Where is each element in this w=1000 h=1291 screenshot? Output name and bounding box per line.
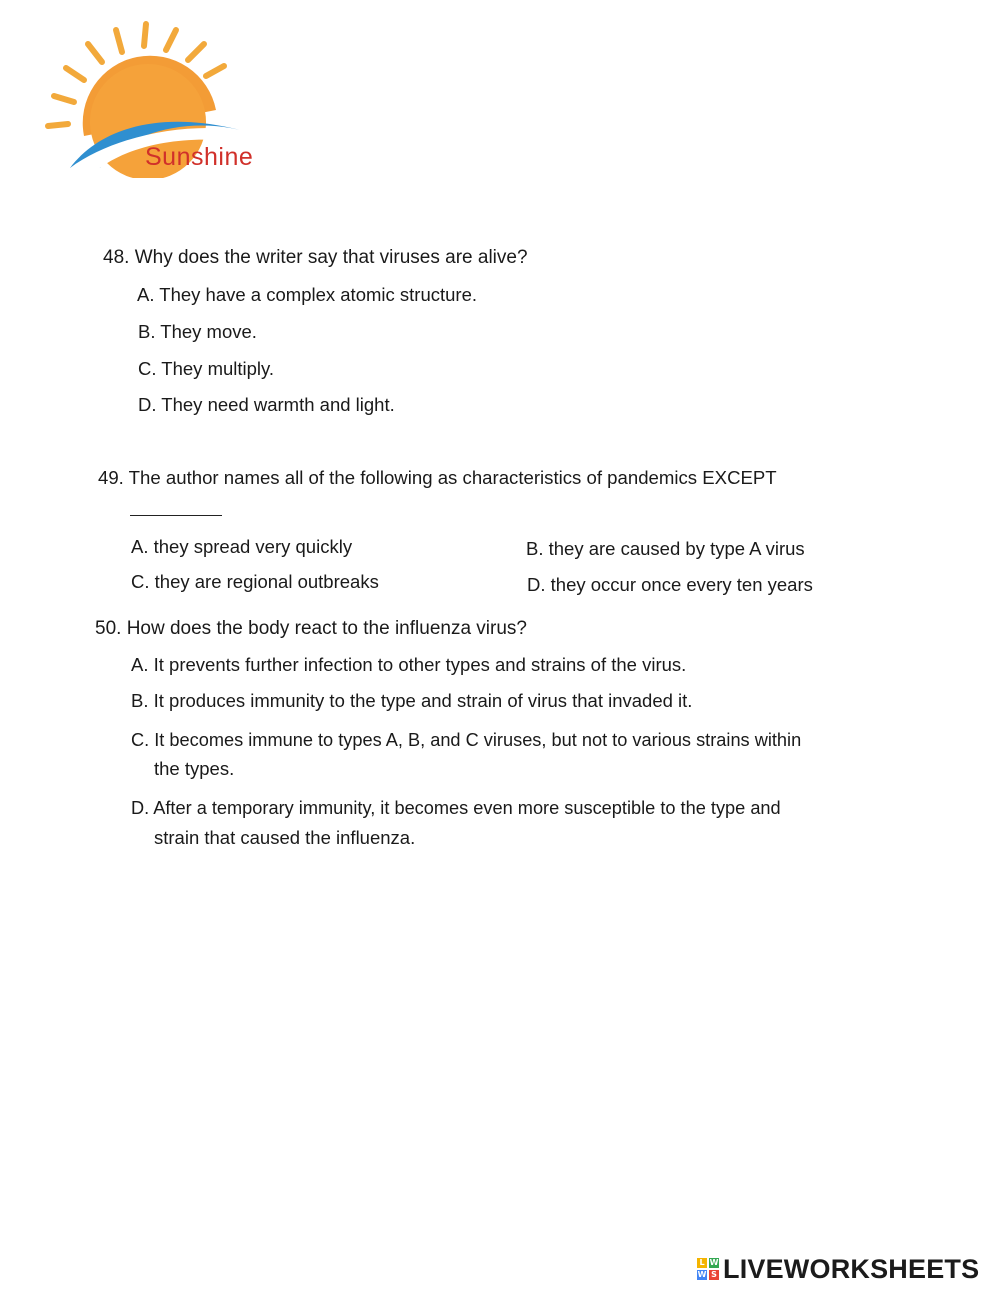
logo-grid-cell: S	[709, 1270, 719, 1280]
liveworksheets-logo-icon	[697, 1258, 719, 1280]
question-49-option-a: A. they spread very quickly	[131, 536, 353, 557]
question-49-option-d: D. they occur once every ten years	[527, 574, 813, 595]
question-50-option-a: A. It prevents further infection to other types and strains of the virus.	[131, 654, 687, 675]
question-48-option-b: B. They move.	[138, 321, 257, 342]
logo-brand-text: Sunshine	[145, 143, 254, 171]
question-48-option-d: D. They need warmth and light.	[138, 394, 395, 415]
question-50-stem: 50. How does the body react to the influenza virus?	[95, 618, 527, 639]
answer-blank-line	[130, 515, 222, 516]
question-49-option-c: C. they are regional outbreaks	[131, 571, 379, 592]
question-48-option-a: A. They have a complex atomic structure.	[137, 284, 478, 305]
question-48-stem: 48. Why does the writer say that viruses are alive?	[103, 247, 528, 268]
question-50-option-b: B. It produces immunity to the type and strain of virus that invaded it.	[131, 690, 693, 711]
question-49-stem: 49. The author names all of the following as characteristics of pandemics EXCEPT	[98, 467, 777, 488]
question-50-option-c-continued: the types.	[154, 758, 235, 779]
logo-grid-cell: W	[697, 1270, 707, 1279]
question-49-option-b: B. they are caused by type A virus	[526, 538, 805, 559]
liveworksheets-brand-text: LIVEWORKSHEETS	[723, 1253, 980, 1284]
logo-grid-cell: W	[709, 1258, 719, 1267]
liveworksheets-footer	[697, 1252, 979, 1286]
question-50-option-d: D. After a temporary immunity, it becomes even more susceptible to the type and	[131, 798, 781, 818]
question-48-option-c: C. They multiply.	[138, 358, 275, 379]
question-50-option-c: C. It becomes immune to types A, B, and C viruses, but not to various strains within	[131, 730, 802, 750]
logo-grid-cell: L	[697, 1258, 707, 1268]
question-50-option-d-continued: strain that caused the influenza.	[154, 827, 416, 848]
